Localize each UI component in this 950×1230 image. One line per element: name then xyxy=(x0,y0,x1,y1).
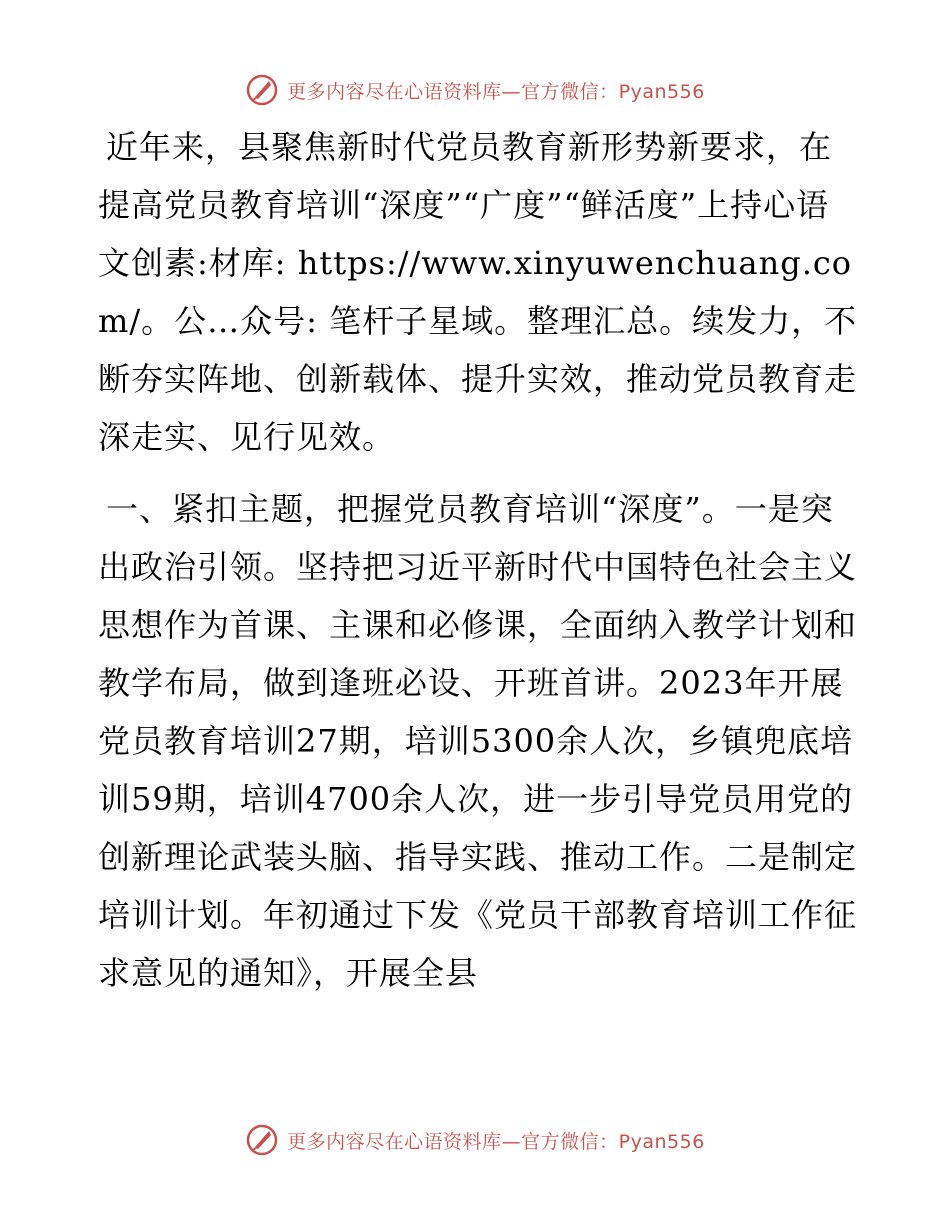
footer-banner-text: 更多内容尽在心语资料库—官方微信：Pyan556 xyxy=(287,1130,705,1153)
footer-banner xyxy=(0,1120,950,1160)
header-banner xyxy=(0,70,950,110)
quill-logo-icon xyxy=(245,73,279,107)
quill-logo-icon xyxy=(245,1123,279,1157)
header-banner-text: 更多内容尽在心语资料库—官方微信：Pyan556 xyxy=(287,80,705,103)
paragraph-intro: 近年来，县聚焦新时代党员教育新形势新要求，在提高党员教育培训“深度”“广度”“鲜活度”上持心语文创素:材库: https://www.xinyuwenchuang.com/。公…众号: 笔杆子星域。整理汇总。续发力，不断夯实阵地、创新载体、提升实效，推动党员教育走深走实、见行见效。 xyxy=(98,128,858,456)
document-body xyxy=(98,118,858,1002)
paragraph-section-one: 一、紧扣主题，把握党员教育培训“深度”。一是突出政治引领。坚持把习近平新时代中国特色社会主义思想作为首课、主课和必修课，全面纳入教学计划和教学布局，做到逢班必设、开班首讲。2023年开展党员教育培训27期，培训5300余人次，乡镇兜底培训59期，培训4700余人次，进一步引导党员用党的创新理论武装头脑、指导实践、推动工作。二是制定培训计划。年初通过下发《党员干部教育培训工作征求意见的通知》，开展全县 xyxy=(98,490,858,992)
